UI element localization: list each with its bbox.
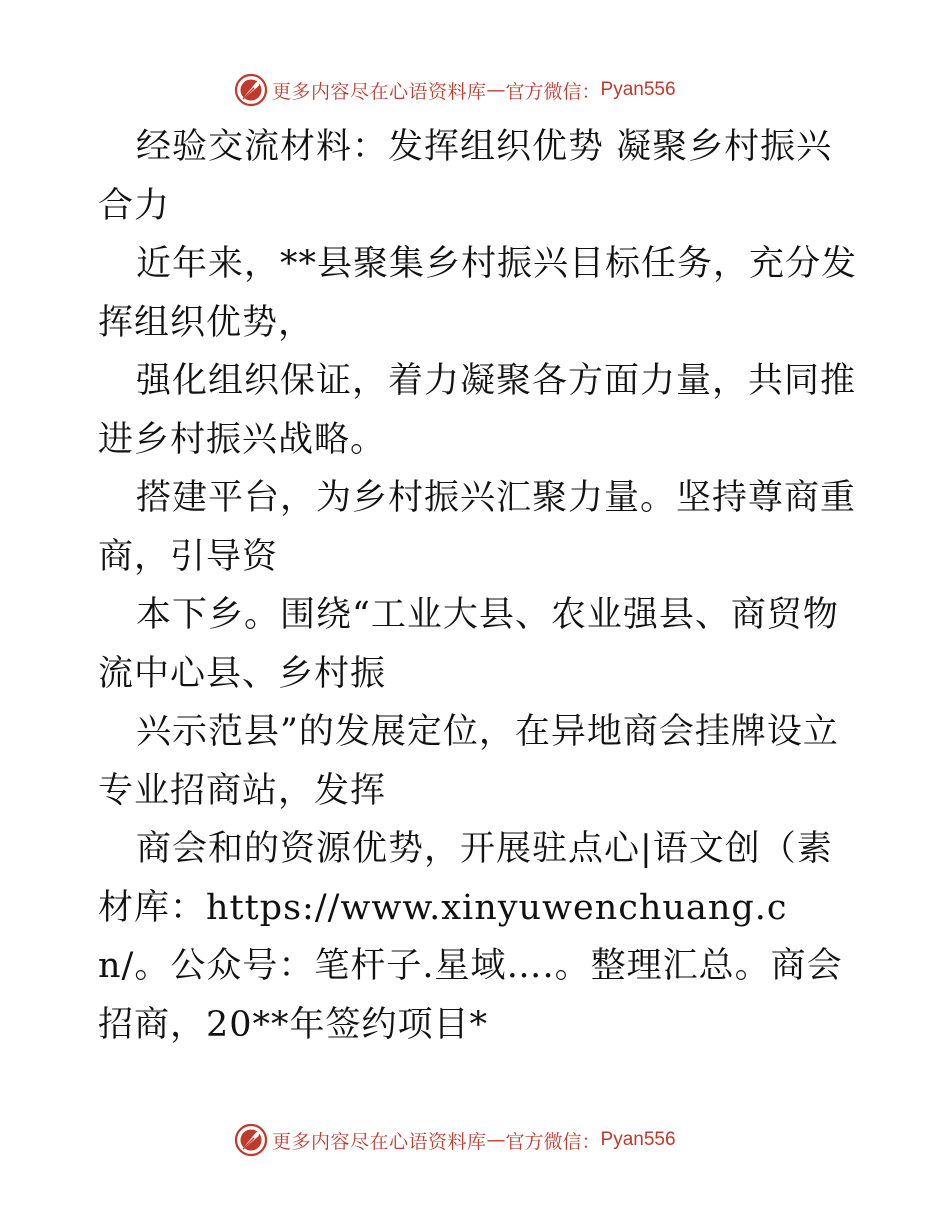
banner-contact-label: 官方微信： [505,1130,601,1153]
banner-main-text: 更多内容尽在心语资料库 [272,80,487,103]
body-paragraph-1: 近年来，**县聚集乡村振兴目标任务，充分发挥组织优势， [98,244,858,343]
body-paragraph-6: 商会和的资源优势，开展驻点心|语文创（素材库：https://www.xinyuwenchuang.cn/。公众号：笔杆子.星域….。整理汇总。商会招商，20**年签约项目* [98,829,843,1045]
banner-contact-label: 官方微信： [505,80,601,103]
body-paragraph-5: 兴示范县”的发展定位，在异地商会挂牌设立专业招商站，发挥 [98,712,839,811]
body-paragraph-2: 强化组织保证，着力凝聚各方面力量，共同推进乡村振兴战略。 [98,361,857,460]
banner-dash: — [486,79,506,101]
quill-pen-logo-icon [234,1123,268,1157]
document-title: 经验交流材料：发挥组织优势 凝聚乡村振兴合力 [98,127,833,226]
banner-dash: — [486,1129,506,1151]
document-body [98,118,858,1054]
body-paragraph-3: 搭建平台，为乡村振兴汇聚力量。坚持尊商重商，引导资 [98,478,857,577]
quill-pen-logo-icon [234,73,268,107]
body-paragraph-4: 本下乡。围绕“工业大县、农业强县、商贸物流中心县、乡村振 [98,595,839,694]
footer-watermark-banner [234,1120,714,1160]
banner-main-text: 更多内容尽在心语资料库 [272,1130,487,1153]
banner-handle: Pyan556 [600,79,676,100]
banner-handle: Pyan556 [600,1129,676,1150]
header-watermark-banner [234,70,714,110]
